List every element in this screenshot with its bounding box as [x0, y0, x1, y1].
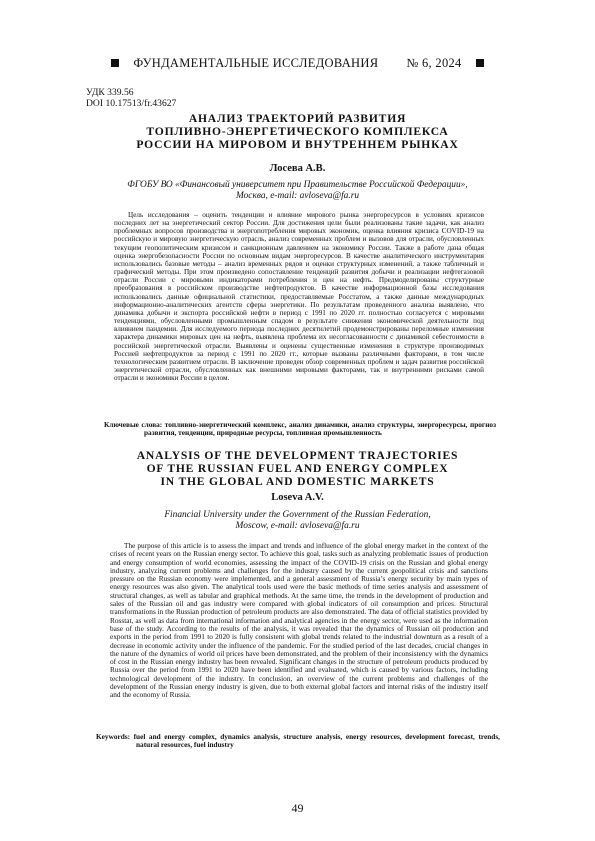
ru-affiliation-line: Москва, e-mail: avloseva@fa.ru — [235, 191, 360, 201]
ru-title-line: АНАЛИЗ ТРАЕКТОРИЙ РАЗВИТИЯ — [188, 112, 407, 125]
en-title-line: IN THE GLOBAL AND DOMESTIC MARKETS — [160, 475, 435, 489]
en-affiliation-line: Financial University under the Government of the Russian Federation, — [164, 510, 431, 520]
ru-article-title — [60, 112, 535, 152]
page-number: 49 — [291, 801, 304, 815]
running-header — [0, 53, 595, 73]
en-article-title — [60, 449, 535, 489]
en-affiliation-line: Moscow, e-mail: avloseva@fa.ru — [235, 521, 360, 531]
doi: DOI 10.17513/fr.43627 — [86, 97, 177, 109]
en-abstract: The purpose of this article is to assess the impact and trends and influence of the global energy market in the context of the crises of recent years on the Russian energy sector. To achieve this goal, tasks such as analyzing problematic issues of production and energy consumption of world economies, assessing the impact of the COVID-19 crisis on the Russian and global energy industry, analyzing current problems and challenges for the industry caused by the current geopolitical crisis and sanctions pressure on the Russian economy were implemented, and a general assessment of Russia’s energy security by main types of energy resources was also given. The analytical tools used were the basic methods of time series analysis and assessment of structural changes, as well as tabular and graphical methods. At the same time, the trends in the development of production and sales of the Russian oil and gas industry were compared with global indicators of oil consumption and prices. Structural transformations in the Russian production of petroleum products are also demonstrated. The data of official statistics provided by Rosstat, as well as data from international information and analytical agencies in the energy sector, were used as the information base of the study. According to the results of the analysis, it was revealed that the dynamics of Russian oil production and exports in the period from 1991 to 2020 is fully consistent with global trends related to the industrial downturn as a result of a decrease in economic activity under the influence of the pandemic. For the studied period of the last decades, crucial changes in the nature of the dynamics of world oil prices have been demonstrated, and the problem of their inconsistency with the dynamics of cost in the Russian energy industry has been revealed. Significant changes in the structure of petroleum products produced by Russia over the period from 1991 to 2020 have been identified and evaluated, which is caused by various factors, including technological development of the industry. In conclusion, an overview of the current problems and challenges of the development of the Russian energy industry is given, due to both external global factors and internal risks of the industry itself and the economy of Russia. — [110, 541, 488, 700]
en-keywords: Keywords: fuel and energy complex, dynamics analysis, structure analysis, energy resources, development forecast, trends, natural resources, fuel industry — [96, 732, 500, 750]
journal-title: ФУНДАМЕНТАЛЬНЫЕ ИССЛЕДОВАНИЯ — [133, 55, 379, 70]
issue-number: № 6, 2024 — [406, 55, 462, 70]
ru-affiliation-line: ФГОБУ ВО «Финансовый университет при Правительстве Российской Федерации», — [127, 180, 468, 190]
article-meta — [86, 88, 176, 110]
en-author: Loseva A.V. — [271, 492, 324, 503]
square-bullet-icon — [476, 59, 484, 67]
ru-title-line: ТОПЛИВНО-ЭНЕРГЕТИЧЕСКОГО КОМПЛЕКСА — [146, 125, 449, 139]
ru-title-line: РОССИИ НА МИРОВОМ И ВНУТРЕННЕМ РЫНКАХ — [136, 138, 459, 152]
en-title-line: ANALYSIS OF THE DEVELOPMENT TRAJECTORIES — [136, 449, 459, 462]
ru-keywords: Ключевые слова: топливно-энергетический комплекс, анализ динамики, анализ структуры, энергоресурсы, прогноз развития, тенденции, природные ресурсы, топливная промышленность — [104, 420, 496, 438]
square-bullet-icon — [111, 59, 119, 67]
ru-affiliation — [100, 180, 495, 202]
udk-code: УДК 339.56 — [86, 87, 134, 98]
ru-author: Лосева А.В. — [269, 163, 326, 174]
en-title-line: OF THE RUSSIAN FUEL AND ENERGY COMPLEX — [146, 462, 449, 476]
ru-abstract: Цель исследования – оценить тенденции и влияние мирового рынка энергоресурсов в условиях кризисов последних лет на энергетический сектор России. Для достижения цели были реализованы такие задачи, как анализ проблемных вопросов производства и энергопотребления мировых экономик, оценка влияния кризиса COVID-19 на российскую и мировую энергетическую отрасль, анализ современных проблем и вызовов для отрасли, обусловленных текущим геополитическим кризисом и санкционным давлением на экономику России. Также в работе дана общая оценка энергобезопасности России по основным видам энергоресурсов. В качестве аналитического инструментария использовались базовые методы – анализ временных рядов и оценки структурных изменений, а также табличный и графический методы. При этом произведено сопоставление тенденций развития добычи и реализации нефтегазовой отрасли России с мировыми индикаторами потребления и цен на нефть. Предмоделированы структурные преобразования в российском производстве нефтепродуктов. В качестве информационной базы исследования использовались данные официальной статистики, предоставляемые Росстатом, а также данные международных информационно-аналитических агентств сферы энергетики. По результатам проведенного анализа выявлено, что динамика добычи и экспорта российской нефти в период с 1991 по 2020 гг. полностью согласуется с мировыми тенденциями, обусловленными промышленным спадом в результате снижения экономической деятельности под влиянием пандемии. Для исследуемого периода последних десятилетий продемонстрированы переломные изменения характера динамики мировых цен на нефть, выявлена проблема их несогласованности с динамикой себестоимости в российской энергетической отрасли. Выявлены и оценены существенные изменения в структуре производимых Россией нефтепродуктов за период с 1991 по 2020 гг., которые вызваны различными факторами, в том числе технологическим развитием отрасли. В заключение проведен обзор современных проблем и задач развития российской энергетической отрасли, обусловленных как внешними мировыми факторами, так и внутренними рисками самой отрасли и экономики России в целом. — [114, 211, 484, 383]
en-affiliation — [100, 510, 495, 532]
